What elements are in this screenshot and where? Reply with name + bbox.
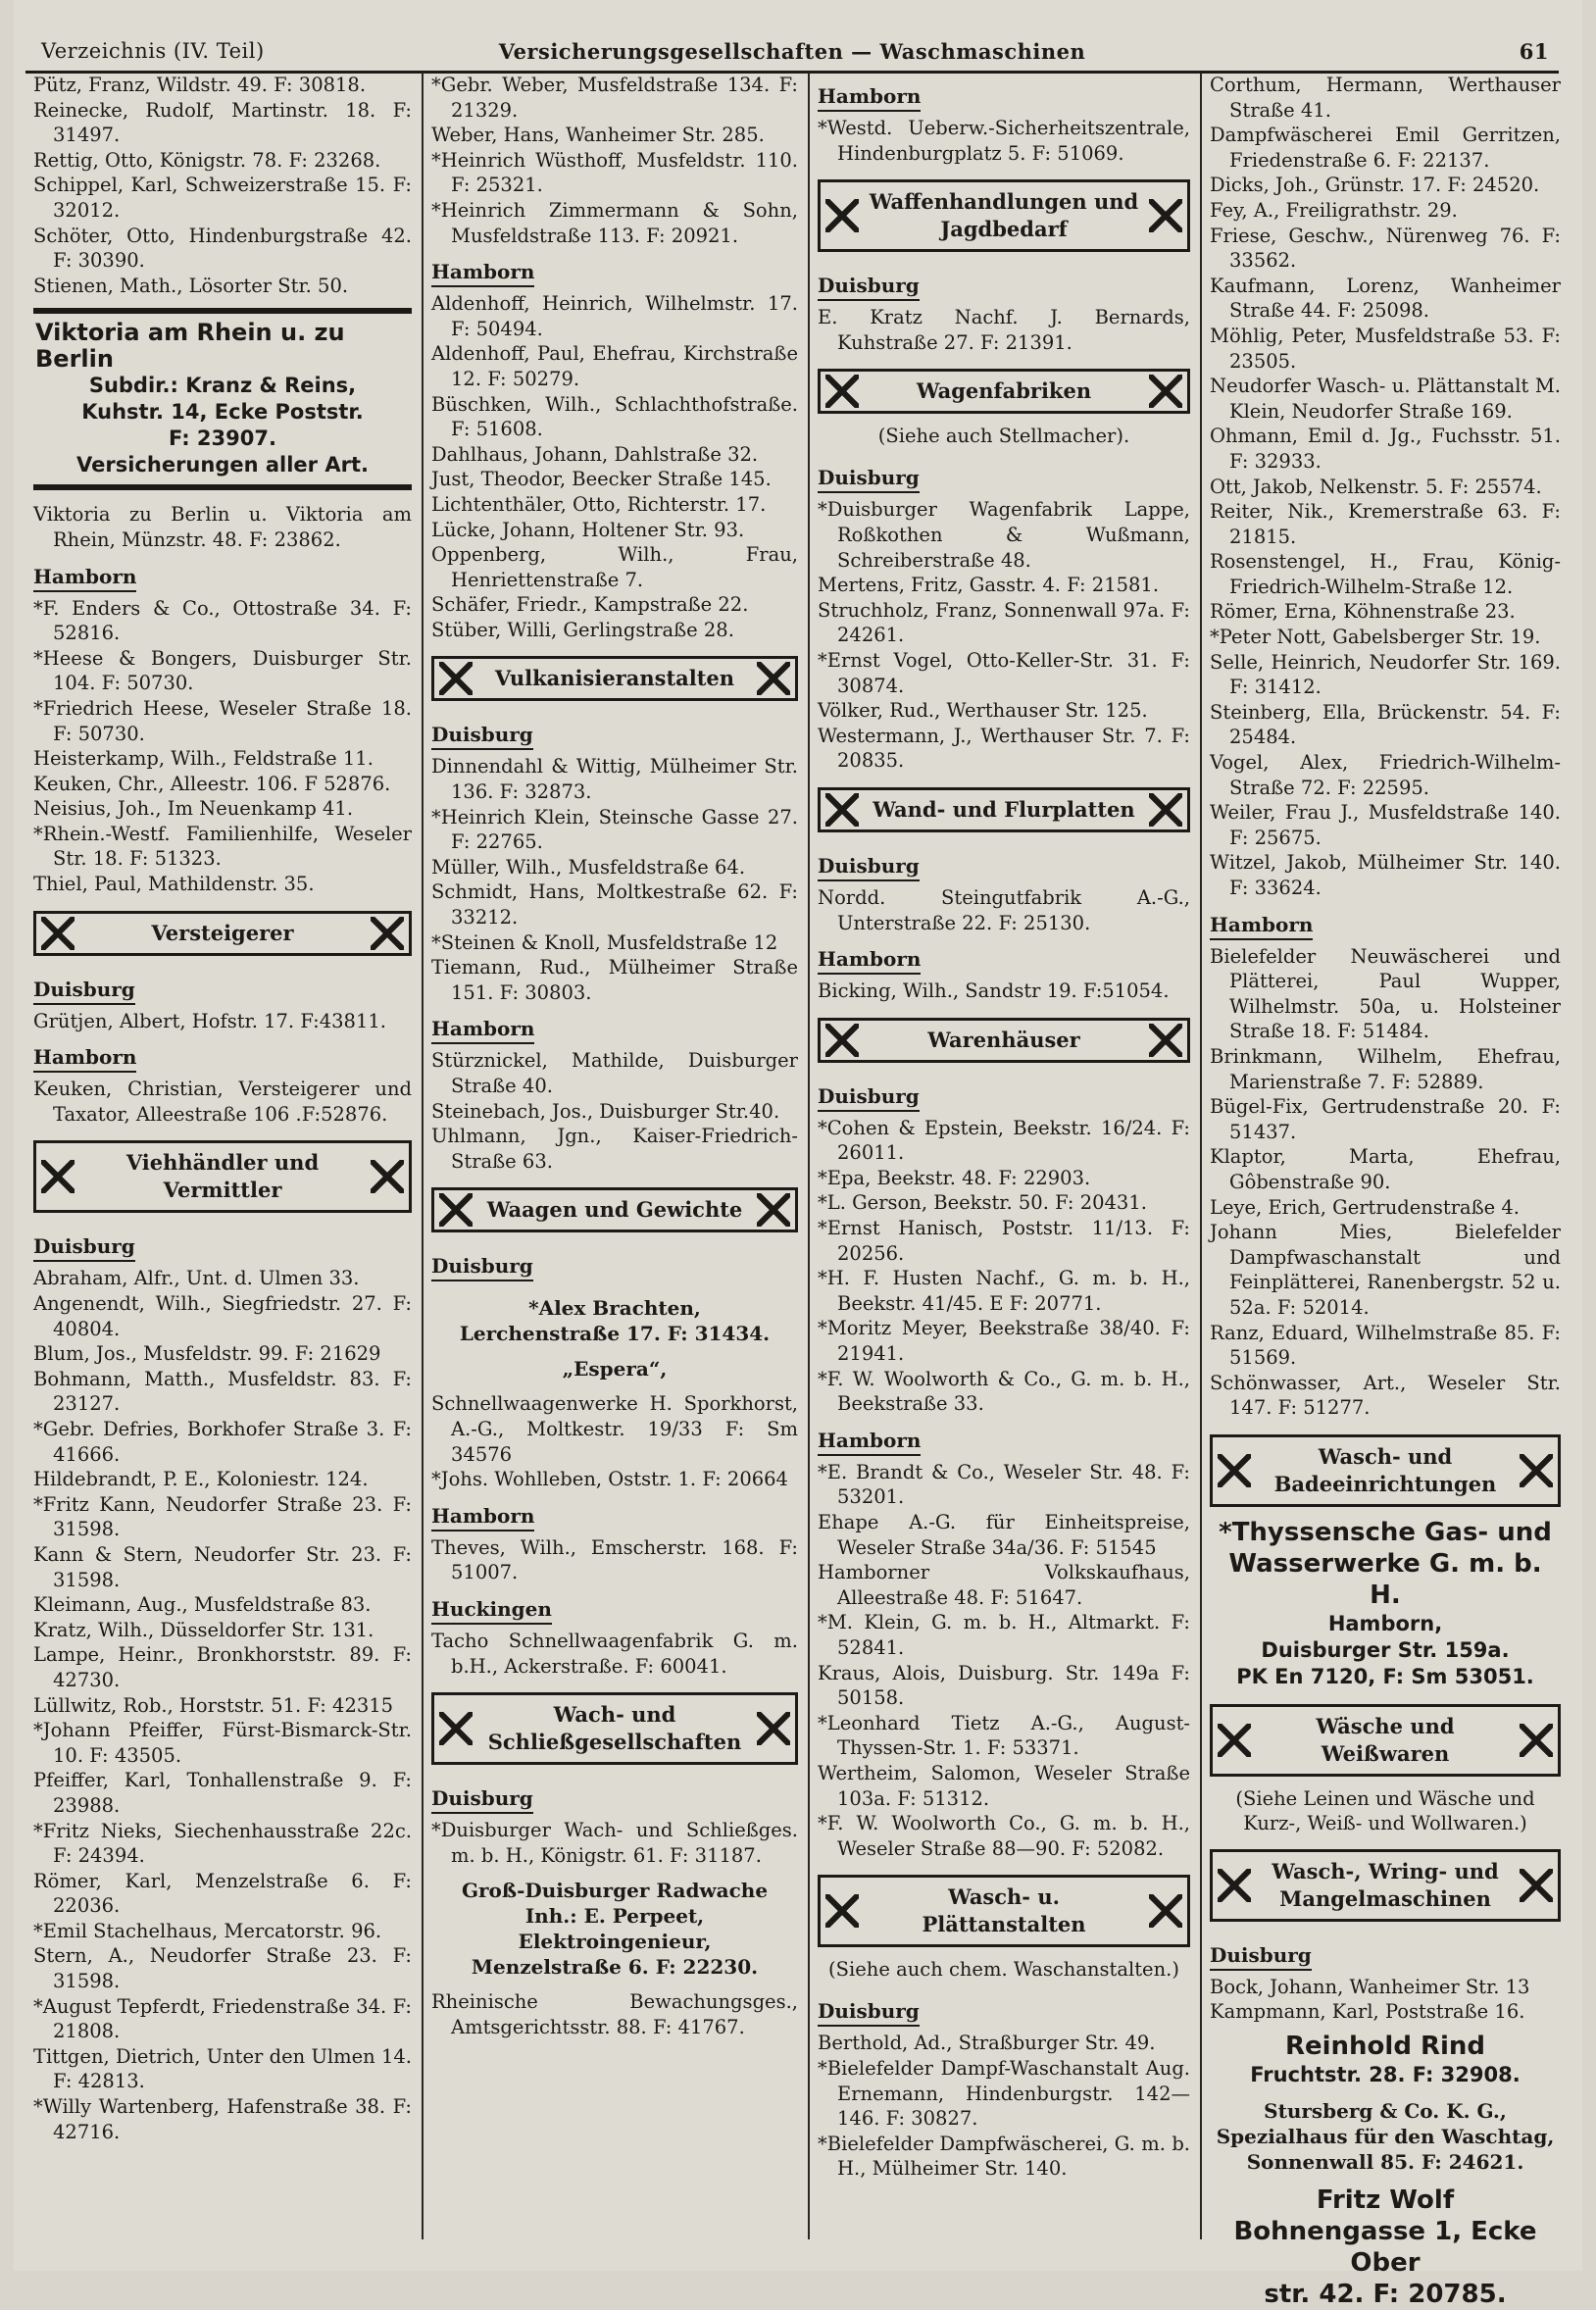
entry-list xyxy=(818,1116,1190,1417)
directory-entry: Pütz, Franz, Wildstr. 49. F: 30818. xyxy=(33,74,367,96)
ad-thyssen xyxy=(1210,1517,1561,1690)
directory-entry: Oppenberg, Wilh., Frau, Henriettenstraße 7. xyxy=(431,543,798,591)
directory-entry: Theves, Wilh., Emscherstr. 168. F: 51007. xyxy=(431,1535,798,1584)
directory-entry: *Fritz Kann, Neudorfer Straße 23. F: 31598. xyxy=(33,1492,412,1541)
directory-entry: Ranz, Eduard, Wilhelmstraße 85. F: 51569. xyxy=(1210,1321,1561,1370)
directory-entry: *Ernst Hanisch, Poststr. 11/13. F: 20256. xyxy=(818,1217,1190,1265)
directory-entry: Dahlhaus, Johann, Dahlstraße 32. xyxy=(431,442,759,466)
city-heading: Duisburg xyxy=(818,1997,920,2027)
ad-line: Kuhstr. 14, Ecke Poststr. xyxy=(81,400,364,425)
cross-reference-note: (Siehe auch Stellmacher). xyxy=(877,425,1130,448)
directory-entry: Aldenhoff, Heinrich, Wilhelmstr. 17. F: 50494. xyxy=(431,292,798,340)
category-heading: Wand- und Flurplatten xyxy=(818,787,1190,832)
directory-entry: *M. Klein, G. m. b. H., Altmarkt. F: 52841. xyxy=(818,1611,1190,1659)
entry-list xyxy=(431,1818,798,1868)
entry-list xyxy=(431,1048,798,1174)
city-heading: Duisburg xyxy=(431,1784,533,1814)
column-1 xyxy=(25,73,422,2239)
city-heading: Hamborn xyxy=(1210,911,1313,940)
directory-entry: Reinecke, Rudolf, Martinstr. 18. F: 31497. xyxy=(33,98,412,147)
city-heading: Huckingen xyxy=(431,1595,552,1625)
directory-entry: Büschken, Wilh., Schlachthofstraße. F: 51608. xyxy=(431,392,798,441)
directory-entry: *Friedrich Heese, Weseler Straße 18. F: 50730. xyxy=(33,696,412,745)
entry-list xyxy=(33,596,412,897)
directory-entry: Pfeiffer, Karl, Tonhallenstraße 9. F: 23988. xyxy=(33,1769,412,1817)
entry-list xyxy=(431,1989,798,2039)
directory-entry: Ehape A.-G. für Einheitspreise, Weseler Straße 34a/36. F: 51545 xyxy=(818,1511,1190,1559)
category-heading: Wasch- und Badeeinrichtungen xyxy=(1210,1434,1561,1507)
ad-line: str. 42. F: 20785. xyxy=(1264,2280,1507,2310)
directory-entry: Römer, Karl, Menzelstraße 6. F: 22036. xyxy=(33,1869,412,1918)
directory-entry: Kampmann, Karl, Poststraße 16. xyxy=(1210,2000,1525,2024)
directory-entry: Westermann, J., Werthauser Str. 7. F: 20835. xyxy=(818,724,1190,773)
entry-list xyxy=(33,1266,412,2144)
directory-entry: Neudorfer Wasch- u. Plättanstalt M. Klein, Neudorfer Straße 169. xyxy=(1210,375,1561,423)
city-heading: Duisburg xyxy=(818,464,920,493)
directory-entry: *Gebr. Defries, Borkhofer Straße 3. F: 41666. xyxy=(33,1418,412,1466)
directory-entry: Stern, A., Neudorfer Straße 23. F: 31598. xyxy=(33,1944,412,1993)
directory-entry: Schöter, Otto, Hindenburgstraße 42. F: 30390. xyxy=(33,224,412,273)
directory-entry: Lichtenthäler, Otto, Richterstr. 17. xyxy=(431,492,767,516)
directory-entry: Steinberg, Ella, Brückenstr. 54. F: 25484. xyxy=(1210,700,1561,749)
directory-entry: Keuken, Christian, Versteigerer und Taxator, Alleestraße 106 .F:52876. xyxy=(33,1078,412,1126)
directory-entry: Berthold, Ad., Straßburger Str. 49. xyxy=(818,2032,1156,2055)
entry-list xyxy=(431,754,798,1005)
directory-entry: Angenendt, Wilh., Siegfriedstr. 27. F: 40804. xyxy=(33,1292,412,1340)
ad-line: Inh.: E. Perpeet, xyxy=(524,1904,705,1929)
city-heading: Duisburg xyxy=(431,721,533,750)
directory-entry: Witzel, Jakob, Mülheimer Str. 140. F: 33624. xyxy=(1210,851,1561,899)
entry-list xyxy=(33,1077,412,1127)
directory-entry: *H. F. Husten Nachf., G. m. b. H., Beekstr. 41/45. E F: 20771. xyxy=(818,1267,1190,1315)
directory-entry: Dicks, Joh., Grünstr. 17. F: 24520. xyxy=(1210,174,1540,197)
header-title: Versicherungsgesellschaften — Waschmaschinen xyxy=(498,39,1086,64)
directory-entry: Reiter, Nik., Kremerstraße 63. F: 21815. xyxy=(1210,500,1561,548)
directory-entry: Schäfer, Friedr., Kampstraße 22. xyxy=(431,593,749,617)
directory-entry: Kratz, Wilh., Düsseldorfer Str. 131. xyxy=(33,1618,374,1641)
city-heading: Hamborn xyxy=(33,563,136,592)
directory-entry: *Rhein.-Westf. Familienhilfe, Weseler Str. 18. F: 51323. xyxy=(33,822,412,871)
directory-entry: Kraus, Alois, Duisburg. Str. 149a F: 50158. xyxy=(818,1661,1190,1710)
directory-entry: Grütjen, Albert, Hofstr. 17. F:43811. xyxy=(33,1009,386,1032)
ad-line: Versicherungen aller Art. xyxy=(76,453,369,477)
directory-entry: Müller, Wilh., Musfeldstraße 64. xyxy=(431,855,746,879)
directory-entry: *Bielefelder Dampfwäscherei, G. m. b. H., Mülheimer Str. 140. xyxy=(818,2132,1190,2181)
page-header xyxy=(25,35,1559,74)
entry-list xyxy=(818,979,1190,1004)
directory-entry: Abraham, Alfr., Unt. d. Ulmen 33. xyxy=(33,1267,360,1290)
category-heading: Viehhändler und Vermittler xyxy=(33,1140,412,1213)
directory-entry: Klaptor, Marta, Ehefrau, Gôbenstraße 90. xyxy=(1210,1145,1561,1193)
directory-entry: *Moritz Meyer, Beekstraße 38/40. F: 21941. xyxy=(818,1317,1190,1366)
city-heading: Hamborn xyxy=(431,258,534,287)
directory-entry: Thiel, Paul, Mathildenstr. 35. xyxy=(33,873,315,896)
directory-entry: Möhlig, Peter, Musfeldstraße 53. F: 23505. xyxy=(1210,324,1561,373)
category-heading: Versteigerer xyxy=(33,911,412,956)
entry-list xyxy=(818,497,1190,774)
ad-line: Fritz Wolf xyxy=(1316,2185,1455,2216)
directory-entry: *Johs. Wohlleben, Oststr. 1. F: 20664 xyxy=(431,1468,788,1491)
ad-line: Menzelstraße 6. F: 22230. xyxy=(471,1955,759,1980)
ad-line: Lerchenstraße 17. F: 31434. xyxy=(459,1322,771,1346)
directory-entry: Friese, Geschw., Nürenweg 76. F: 33562. xyxy=(1210,224,1561,273)
directory-entry: Hamborner Volkskaufhaus, Alleestraße 48. F: 51647. xyxy=(818,1561,1190,1609)
category-heading: Wach- und Schließgesellschaften xyxy=(431,1692,798,1765)
ad-radwache xyxy=(431,1878,798,1980)
ad-line: *Thyssensche Gas- und xyxy=(1219,1517,1552,1547)
city-heading: Duisburg xyxy=(818,1082,920,1112)
directory-entry: Aldenhoff, Paul, Ehefrau, Kirchstraße 12. F: 50279. xyxy=(431,342,798,390)
category-heading: Wäsche und Weißwaren xyxy=(1210,1704,1561,1777)
directory-entry: Bielefelder Neuwäscherei und Plätterei, Paul Wupper, Wilhelmstr. 50a, u. Holsteiner Straße 18. F: 51484. xyxy=(1210,944,1561,1043)
entry-list xyxy=(431,1535,798,1585)
city-heading: Duisburg xyxy=(818,852,920,881)
directory-entry: Kann & Stern, Neudorfer Str. 23. F: 31598. xyxy=(33,1542,412,1591)
directory-entry: Johann Mies, Bielefelder Dampfwaschanstalt und Feinplätterei, Ranenbergstr. 52 u. 52a. F: 52014. xyxy=(1210,1221,1561,1319)
directory-entry: *E. Brandt & Co., Weseler Str. 48. F: 53201. xyxy=(818,1460,1190,1509)
entry-list xyxy=(431,73,798,248)
entry-list xyxy=(431,291,798,642)
directory-entry: Bügel-Fix, Gertrudenstraße 20. F: 51437. xyxy=(1210,1095,1561,1143)
ad-line: Duisburger Str. 159a. xyxy=(1261,1637,1510,1662)
city-heading: Hamborn xyxy=(818,1427,921,1456)
directory-entry: Corthum, Hermann, Werthauser Straße 41. xyxy=(1210,74,1561,122)
directory-entry: *Cohen & Epstein, Beekstr. 16/24. F: 26011. xyxy=(818,1116,1190,1165)
directory-entry: Dampfwäscherei Emil Gerritzen, Friedenstraße 6. F: 22137. xyxy=(1210,124,1561,172)
directory-entry: *Gebr. Weber, Musfeldstraße 134. F: 21329. xyxy=(431,74,798,122)
directory-entry: Ohmann, Emil d. Jg., Fuchsstr. 51. F: 32933. xyxy=(1210,425,1561,473)
directory-entry: Schönwasser, Art., Weseler Str. 147. F: 51277. xyxy=(1210,1371,1561,1420)
ad-espera xyxy=(431,1356,798,1381)
city-heading: Hamborn xyxy=(431,1015,534,1044)
ad-line: PK En 7120, F: Sm 53051. xyxy=(1236,1664,1534,1688)
directory-entry: Nordd. Steingutfabrik A.-G., Unterstraße 22. F: 25130. xyxy=(818,885,1190,934)
directory-entry: *Ernst Vogel, Otto-Keller-Str. 31. F: 30874. xyxy=(818,648,1190,697)
directory-entry: Römer, Erna, Köhnenstraße 23. xyxy=(1210,600,1516,624)
directory-entry: Rosenstengel, H., Frau, König-Friedrich-Wilhelm-Straße 12. xyxy=(1210,550,1561,598)
cross-reference-note: (Siehe Leinen und Wäsche und Kurz-, Weiß- und Wollwaren.) xyxy=(1235,1786,1535,1834)
entry-list xyxy=(33,502,412,552)
column-4 xyxy=(1200,73,1571,2310)
directory-entry: Tittgen, Dietrich, Unter den Ulmen 14. F: 42813. xyxy=(33,2044,412,2093)
ad-line: Viktoria am Rhein u. zu Berlin xyxy=(35,319,345,374)
directory-entry: Stüber, Willi, Gerlingstraße 28. xyxy=(431,618,734,641)
entry-list xyxy=(33,1009,412,1034)
directory-entry: Neisius, Joh., Im Neuenkamp 41. xyxy=(33,797,354,821)
directory-entry: *Willy Wartenberg, Hafenstraße 38. F: 42716. xyxy=(33,2095,412,2143)
directory-entry: Vogel, Alex, Friedrich-Wilhelm-Straße 72. F: 22595. xyxy=(1210,751,1561,799)
city-heading: Duisburg xyxy=(818,272,920,301)
category-heading: Wagenfabriken xyxy=(818,369,1190,414)
directory-entry: Schmidt, Hans, Moltkestraße 62. F: 33212. xyxy=(431,880,798,929)
ad-line: Wasserwerke G. m. b. H. xyxy=(1228,1548,1542,1610)
category-heading: Waagen und Gewichte xyxy=(431,1187,798,1232)
directory-entry: Fey, A., Freiligrathstr. 29. xyxy=(1210,198,1458,222)
directory-entry: Stürznickel, Mathilde, Duisburger Straße 40. xyxy=(431,1049,798,1097)
directory-entry: Steinebach, Jos., Duisburger Str.40. xyxy=(431,1099,780,1123)
ad-line: Fruchtstr. 28. F: 32908. xyxy=(1250,2063,1521,2087)
directory-entry: *Epa, Beekstr. 48. F: 22903. xyxy=(818,1166,1091,1189)
directory-entry: *Heese & Bongers, Duisburger Str. 104. F: 50730. xyxy=(33,646,412,695)
directory-entry: Struchholz, Franz, Sonnenwall 97a. F: 24261. xyxy=(818,598,1190,647)
ad-line: Spezialhaus für den Waschtag, xyxy=(1216,2125,1555,2149)
directory-entry: *Fritz Nieks, Siechenhausstraße 22c. F: 24394. xyxy=(33,1819,412,1868)
city-heading: Duisburg xyxy=(33,1232,135,1262)
directory-entry: Ott, Jakob, Nelkenstr. 5. F: 25574. xyxy=(1210,475,1542,498)
directory-entry: *Heinrich Wüsthoff, Musfeldstr. 110. F: 25321. xyxy=(431,148,798,197)
directory-entry: Bicking, Wilh., Sandstr 19. F:51054. xyxy=(818,979,1170,1003)
directory-entry: Selle, Heinrich, Neudorfer Str. 169. F: 31412. xyxy=(1210,650,1561,699)
entry-list xyxy=(1210,1975,1561,2025)
ad-viktoria xyxy=(33,308,412,490)
directory-entry: *Peter Nott, Gabelsberger Str. 19. xyxy=(1210,626,1541,649)
ad-line: Groß-Duisburger Radwache xyxy=(461,1879,769,1903)
directory-entry: Uhlmann, Jgn., Kaiser-Friedrich-Straße 63. xyxy=(431,1125,798,1173)
entry-list xyxy=(818,305,1190,355)
directory-entry: Völker, Rud., Werthauser Str. 125. xyxy=(818,699,1148,723)
directory-entry: *Emil Stachelhaus, Mercatorstr. 96. xyxy=(33,1919,382,1942)
directory-entry: Tiemann, Rud., Mülheimer Straße 151. F: 30803. xyxy=(431,956,798,1004)
ad-line: Subdir.: Kranz & Reins, xyxy=(88,374,357,398)
directory-entry: Bohmann, Matth., Musfeldstr. 83. F: 23127. xyxy=(33,1367,412,1416)
directory-entry: *Heinrich Zimmermann & Sohn, Musfeldstraße 113. F: 20921. xyxy=(431,198,798,247)
directory-entry: Dinnendahl & Wittig, Mülheimer Str. 136. F: 32873. xyxy=(431,755,798,804)
ad-line: *Alex Brachten, xyxy=(528,1296,701,1321)
directory-entry: Heisterkamp, Wilh., Feldstraße 11. xyxy=(33,747,374,771)
city-heading: Duisburg xyxy=(431,1252,533,1281)
ad-line: Stursberg & Co. K. G., xyxy=(1264,2099,1507,2124)
ad-wolf xyxy=(1210,2184,1561,2310)
directory-entry: *Heinrich Klein, Steinsche Gasse 27. F: 22765. xyxy=(431,805,798,854)
category-heading: Waffenhandlungen und Jagdbedarf xyxy=(818,179,1190,252)
ad-stursberg xyxy=(1210,2098,1561,2175)
entry-list xyxy=(1210,944,1561,1421)
ad-rind xyxy=(1210,2031,1561,2088)
directory-entry: *F. Enders & Co., Ottostraße 34. F: 52816. xyxy=(33,596,412,645)
cross-reference-note: (Siehe auch chem. Waschanstalten.) xyxy=(828,1958,1179,1982)
column-2 xyxy=(422,73,808,2239)
directory-page xyxy=(14,0,1582,2310)
directory-entry: Hildebrandt, P. E., Koloniestr. 124. xyxy=(33,1468,369,1491)
directory-entry: Tacho Schnellwaagenfabrik G. m. b.H., Ackerstraße. F: 60041. xyxy=(431,1629,798,1678)
ad-line: F: 23907. xyxy=(169,427,276,451)
city-heading: Hamborn xyxy=(818,82,921,112)
directory-entry: Lampe, Heinr., Bronkhorststr. 89. F: 42730. xyxy=(33,1643,412,1691)
category-heading: Warenhäuser xyxy=(818,1018,1190,1063)
directory-entry: *Duisburger Wach- und Schließges. m. b. H., Königstr. 61. F: 31187. xyxy=(431,1819,798,1867)
directory-entry: *August Tepferdt, Friedenstraße 34. F: 21808. xyxy=(33,1994,412,2043)
ad-line: Elektroingenieur, xyxy=(518,1930,712,1954)
entry-list xyxy=(431,1629,798,1679)
directory-entry: *Johann Pfeiffer, Fürst-Bismarck-Str. 10. F: 43505. xyxy=(33,1719,412,1767)
directory-entry: Lücke, Johann, Holtener Str. 93. xyxy=(431,518,745,541)
entry-list xyxy=(818,885,1190,935)
city-heading: Duisburg xyxy=(1210,1941,1312,1971)
directory-entry: *F. W. Woolworth Co., G. m. b. H., Weseler Straße 88—90. F: 52082. xyxy=(818,1812,1190,1860)
directory-entry: Blum, Jos., Musfeldstr. 99. F: 21629 xyxy=(33,1342,381,1366)
directory-entry: *F. W. Woolworth & Co., G. m. b. H., Beekstraße 33. xyxy=(818,1367,1190,1416)
directory-entry: E. Kratz Nachf. J. Bernards, Kuhstraße 27. F: 21391. xyxy=(818,306,1190,354)
directory-entry: Just, Theodor, Beecker Straße 145. xyxy=(431,468,772,491)
city-heading: Hamborn xyxy=(818,945,921,975)
directory-entry: *Bielefelder Dampf-Waschanstalt Aug. Ernemann, Hindenburgstr. 142—146. F: 30827. xyxy=(818,2056,1190,2131)
directory-entry: *Westd. Ueberw.-Sicherheitszentrale, Hindenburgplatz 5. F: 51069. xyxy=(818,117,1190,165)
entry-list xyxy=(818,116,1190,166)
entry-list xyxy=(1210,73,1561,901)
column-3 xyxy=(808,73,1200,2239)
ad-brachten xyxy=(431,1295,798,1346)
directory-entry: Bock, Johann, Wanheimer Str. 13 xyxy=(1210,1975,1530,1998)
ad-line: Reinhold Rind xyxy=(1284,2032,1486,2062)
directory-entry: Stienen, Math., Lösorter Str. 50. xyxy=(33,274,349,297)
directory-entry: Kaufmann, Lorenz, Wanheimer Straße 44. F: 25098. xyxy=(1210,274,1561,323)
city-heading: Hamborn xyxy=(431,1502,534,1532)
entry-list xyxy=(818,2031,1190,2182)
city-heading: Hamborn xyxy=(33,1043,136,1073)
directory-entry: Schnellwaagenwerke H. Sporkhorst, A.-G., Moltkestr. 19/33 F: Sm 34576 xyxy=(431,1392,798,1466)
entry-list xyxy=(33,73,412,298)
columns xyxy=(25,73,1571,2310)
directory-entry: *Duisburger Wagenfabrik Lappe, Roßkothen & Wußmann, Schreiberstraße 48. xyxy=(818,498,1190,572)
directory-entry: Mertens, Fritz, Gasstr. 4. F: 21581. xyxy=(818,574,1160,597)
directory-entry: Rheinische Bewachungsges., Amtsgerichtsstr. 88. F: 41767. xyxy=(431,1990,798,2038)
directory-entry: *L. Gerson, Beekstr. 50. F: 20431. xyxy=(818,1191,1147,1215)
category-heading: Wasch-, Wring- und Mangelmaschinen xyxy=(1210,1849,1561,1922)
entry-list xyxy=(431,1391,798,1491)
ad-line: „Espera“, xyxy=(562,1357,668,1381)
ad-line: Bohnengasse 1, Ecke Ober xyxy=(1233,2217,1537,2279)
entry-list xyxy=(818,1460,1190,1862)
ad-line: Sonnenwall 85. F: 24621. xyxy=(1246,2150,1524,2175)
city-heading: Duisburg xyxy=(33,976,135,1005)
directory-entry: Kleimann, Aug., Musfeldstraße 83. xyxy=(33,1593,372,1617)
category-heading: Wasch- u. Plättanstalten xyxy=(818,1875,1190,1947)
header-left: Verzeichnis (IV. Teil) xyxy=(41,39,265,63)
directory-entry: *Leonhard Tietz A.-G., August-Thyssen-Str. 1. F: 53371. xyxy=(818,1711,1190,1760)
page-number: 61 xyxy=(1519,39,1549,64)
directory-entry: Brinkmann, Wilhelm, Ehefrau, Marienstraße 7. F: 52889. xyxy=(1210,1044,1561,1093)
directory-entry: Rettig, Otto, Königstr. 78. F: 23268. xyxy=(33,148,381,172)
directory-entry: *Steinen & Knoll, Musfeldstraße 12 xyxy=(431,930,778,954)
directory-entry: Keuken, Chr., Alleestr. 106. F 52876. xyxy=(33,772,391,795)
ad-line: Hamborn, xyxy=(1327,1611,1443,1635)
directory-entry: Weiler, Frau J., Musfeldstraße 140. F: 25675. xyxy=(1210,801,1561,849)
directory-entry: Schippel, Karl, Schweizerstraße 15. F: 32012. xyxy=(33,174,412,222)
directory-entry: Weber, Hans, Wanheimer Str. 285. xyxy=(431,124,765,147)
category-heading: Vulkanisieranstalten xyxy=(431,656,798,701)
directory-entry: Leye, Erich, Gertrudenstraße 4. xyxy=(1210,1195,1521,1219)
directory-entry: Lüllwitz, Rob., Horststr. 51. F: 42315 xyxy=(33,1693,394,1717)
directory-entry: Wertheim, Salomon, Weseler Straße 103a. F: 51312. xyxy=(818,1761,1190,1810)
directory-entry: Viktoria zu Berlin u. Viktoria am Rhein, Münzstr. 48. F: 23862. xyxy=(33,503,412,551)
